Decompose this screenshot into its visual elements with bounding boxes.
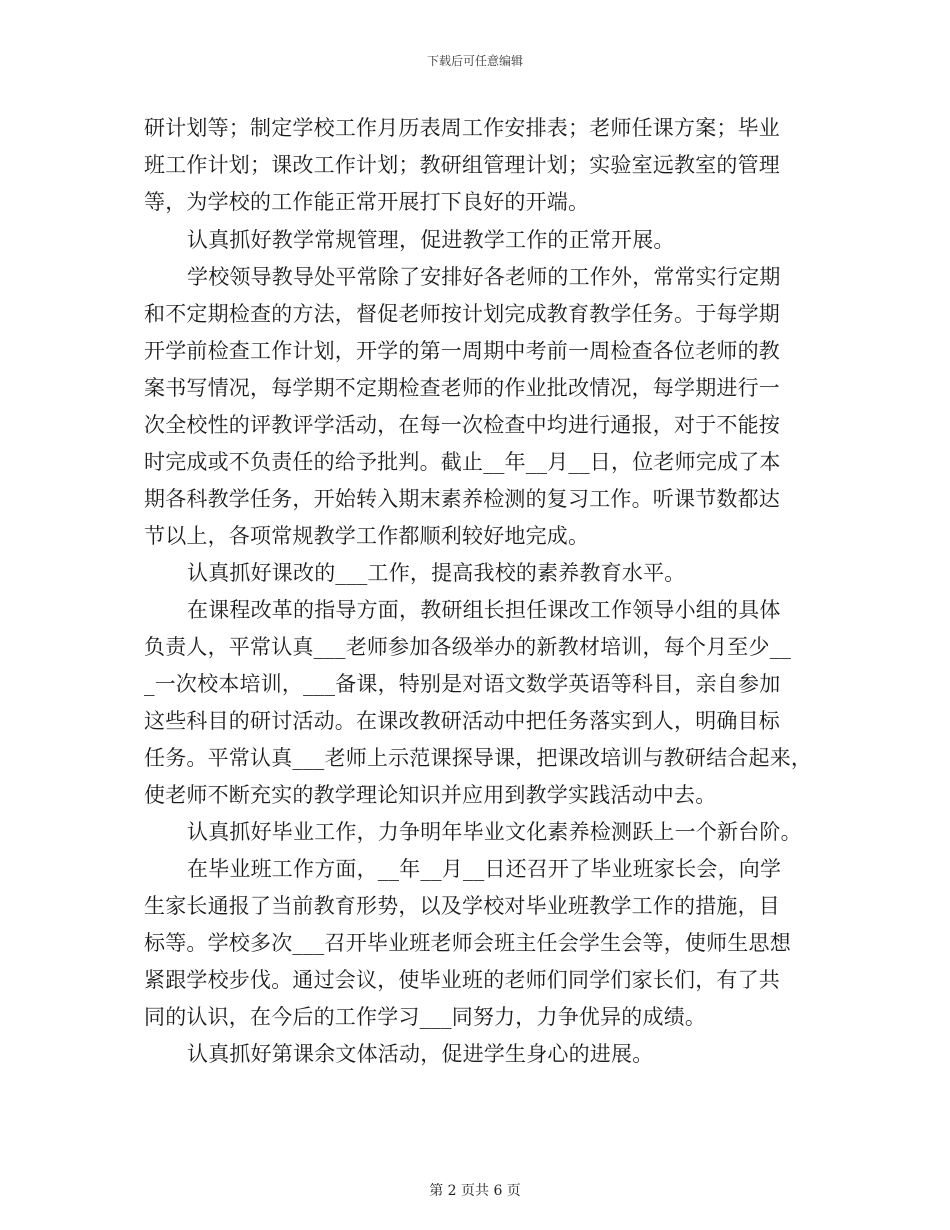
body-line: 在课程改革的指导方面，教研组长担任课改工作领导小组的具体 xyxy=(187,598,781,622)
body-line: 开学前检查工作计划，开学的第一周期中考前一周检查各位老师的教 xyxy=(144,339,780,363)
body-line: 研计划等；制定学校工作月历表周工作安排表；老师任课方案；毕业 xyxy=(144,116,780,140)
section-heading: 认真抓好课改的___工作，提高我校的素养教育水平。 xyxy=(187,561,686,585)
body-line: 期各科教学任务，开始转入期末素养检测的复习工作。听课节数都达 xyxy=(144,487,780,511)
body-line: 节以上，各项常规教学工作都顺利较好地完成。 xyxy=(144,524,590,548)
body-line: 紧跟学校步伐。通过会议，使毕业班的老师们同学们家长们，有了共 xyxy=(144,968,780,992)
body-line: 次全校性的评教评学活动，在每一次检查中均进行通报，对于不能按 xyxy=(144,413,780,437)
body-line: 生家长通报了当前教育形势，以及学校对毕业班教学工作的措施，目 xyxy=(144,894,780,918)
body-line: 使老师不断充实的教学理论知识并应用到教学实践活动中去。 xyxy=(144,783,717,807)
body-line: 标等。学校多次___召开毕业班老师会班主任会学生会等，使师生思想 xyxy=(144,931,791,955)
body-line: 在毕业班工作方面，__年__月__日还召开了毕业班家长会，向学 xyxy=(187,857,782,881)
body-line: 负责人，平常认真___老师参加各级举办的新教材培训，每个月至少__ xyxy=(144,635,792,659)
body-line: 等，为学校的工作能正常开展打下良好的开端。 xyxy=(144,190,590,214)
body-line: 案书写情况，每学期不定期检查老师的作业批改情况，每学期进行一 xyxy=(144,376,780,400)
section-heading: 认真抓好毕业工作，力争明年毕业文化素养检测跃上一个新台阶。 xyxy=(187,820,802,844)
body-line: _一次校本培训，___备课，特别是对语文数学英语等科目，亲自参加 xyxy=(144,672,781,696)
body-line: 和不定期检查的方法，督促老师按计划完成教育教学任务。于每学期 xyxy=(144,302,780,326)
body-line: 学校领导教导处平常除了安排好各老师的工作外，常常实行定期 xyxy=(187,265,781,289)
body-line: 时完成或不负责任的给予批判。截止__年__月__日，位老师完成了本 xyxy=(144,450,781,474)
page-footer: 第 2 页共 6 页 xyxy=(429,1183,521,1199)
body-line: 同的认识，在今后的工作学习___同努力，力争优异的成绩。 xyxy=(144,1005,707,1029)
body-line: 这些科目的研讨活动。在课改教研活动中把任务落实到人，明确目标 xyxy=(144,709,780,733)
body-line: 任务。平常认真___老师上示范课探导课，把课改培训与教研结合起来， xyxy=(144,746,813,770)
section-heading: 认真抓好第课余文体活动，促进学生身心的进展。 xyxy=(187,1042,654,1066)
page-header: 下载后可任意编辑 xyxy=(426,54,523,68)
body-line: 班工作计划；课改工作计划；教研组管理计划；实验室远教室的管理 xyxy=(144,153,780,177)
section-heading: 认真抓好教学常规管理，促进教学工作的正常开展。 xyxy=(187,228,675,252)
